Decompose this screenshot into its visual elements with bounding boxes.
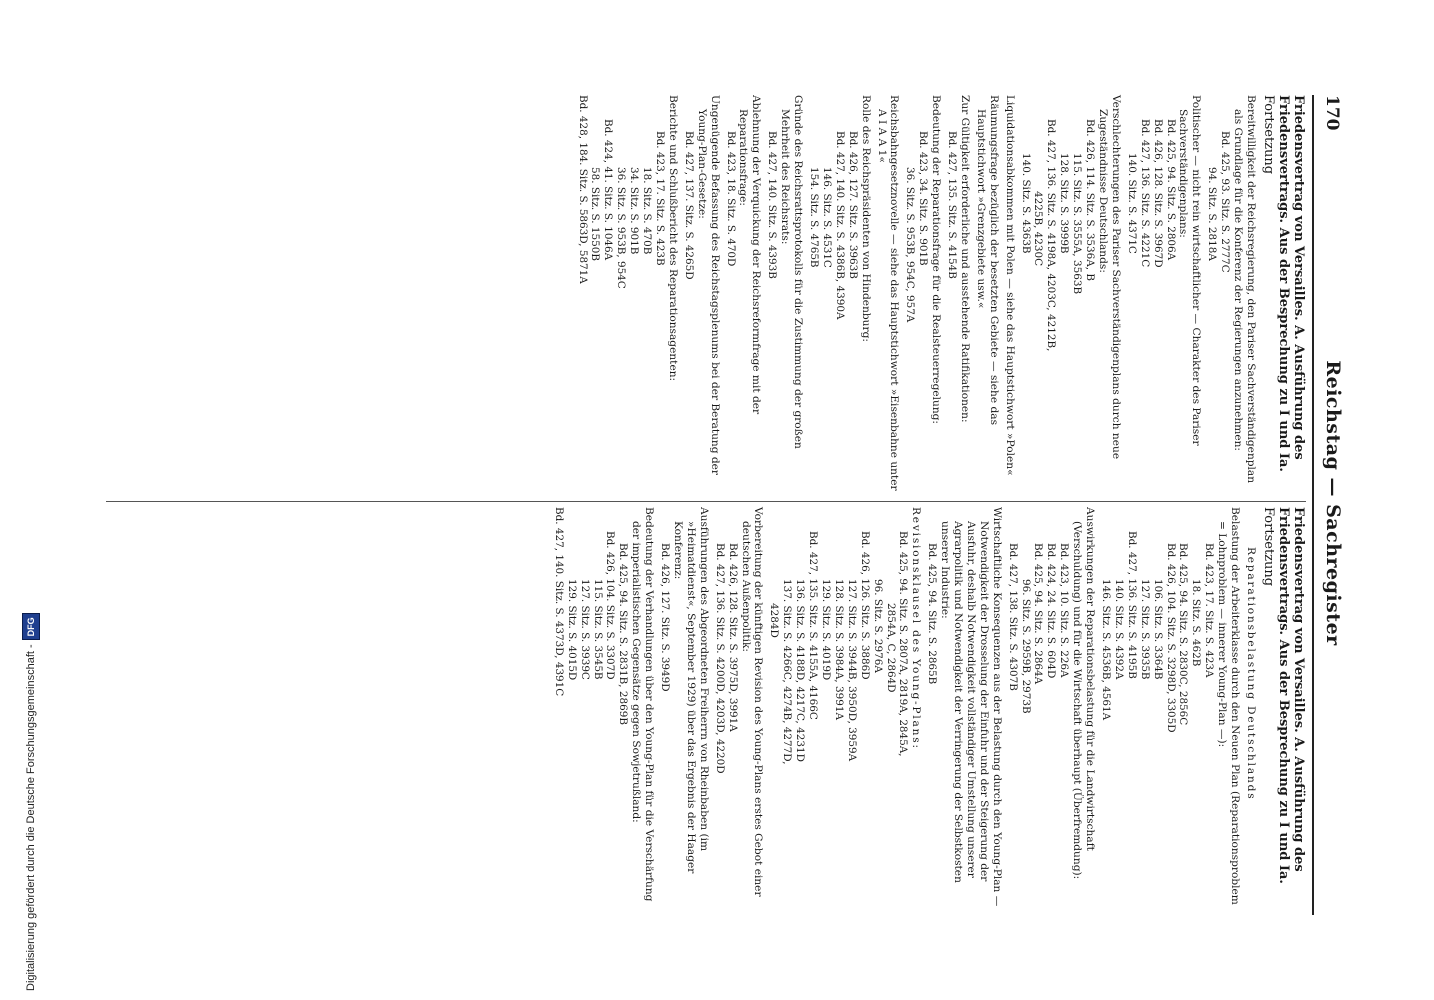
entry-reference: 146. Sitz. S. 4536B, 4561A (1100, 579, 1113, 721)
entry-heading: Bereitwilligkeit der Reichsregierung, den Pariser Sachverständigenplan als Grundlage für die Konferenz der Regierungen anzunehmen: (1232, 95, 1257, 484)
entry-heading: Berichte und Schlußbericht des Reparationsagenten: (666, 95, 679, 382)
index-entry (724, 95, 763, 500)
index-entry (1019, 95, 1122, 500)
entry-reference: 140. Sitz. S. 4392A (1112, 579, 1125, 680)
entry-reference: Bd. 428, 184. Sitz. S. 5863D, 5871A (576, 95, 589, 284)
entry-reference: 128. Sitz. S. 3999B (1058, 153, 1071, 254)
entry-reference: Bd. 427, 138. Sitz. S. 4307B (1006, 543, 1019, 691)
entry-heading: Verschlechterungen des Pariser Sachverständigenplans durch neue Zugeständnisse Deutschlands: (1097, 95, 1122, 460)
entry-heading: Liquidationsabkommen mit Polen — siehe das Hauptstichwort »Polen« (1003, 95, 1016, 476)
entry-heading: Politischer — nicht rein wirtschaftlicher — Charakter des Pariser Sachverständigenplans: (1177, 95, 1203, 446)
entry-reference: Bd. 427, 140. Sitz. S. 4373D, 4391C (552, 507, 565, 697)
left-column-subtitle: Fortsetzung (1261, 95, 1276, 175)
entry-reference: Bd. 425, 94. Sitz. S. 2830C, 2856C (1177, 543, 1190, 726)
index-entry (576, 95, 679, 500)
entry-reference: 58. Sitz. S. 1550B (589, 167, 602, 261)
funding-credit-strip (22, 571, 38, 991)
entry-reference: Bd. 423, 17. Sitz. S. 423A (1203, 543, 1216, 678)
entry-reference: 128. Sitz. S. 3984A, 3991A (832, 579, 845, 720)
entry-reference: 96. Sitz. S. 2976A (871, 579, 884, 673)
entry-reference: 96. Sitz. S. 2959B, 2973B (1019, 579, 1032, 714)
index-entry (658, 507, 710, 912)
entry-reference: 18. Sitz. S. 470B (641, 167, 654, 255)
entry-reference: 140. Sitz. S. 4363B (1019, 153, 1032, 254)
entry-reference: Bd. 425, 94. Sitz. S. 2864A (1032, 543, 1045, 685)
entry-heading: Wirtschaftliche Konsequenzen aus der Belastung durch den Young-Plan — Notwendigkeit der Drosselung der Einfuhr und der Steigerung der Ausfuhr, deshalb Notwendigkeit vollständiger Umstellung unserer Agrarpolitik und Notwendigkeit der Verringerung der Selbstkosten unserer Industrie: (939, 507, 1003, 907)
entry-reference: 115. Sitz. S. 3555A, 3563B (1071, 153, 1084, 295)
entry-reference: Bd. 426, 127. Sitz. S. 3949D (659, 543, 672, 692)
entry-reference: Bd. 426, 104. Sitz. S. 3307D (604, 531, 617, 680)
entry-reference: Bd. 427, 136. Sitz. S. 4198A, 4203C, 4212B, (1045, 119, 1058, 352)
entry-reference: Bd. 425, 94. Sitz. S. 2806A (1164, 119, 1177, 261)
index-entry (945, 95, 971, 500)
entry-reference: Bd. 424, 24. Sitz. S. 604D (1045, 543, 1058, 679)
entry-heading: Bedeutung der Verhandlungen über den Young-Plan für die Verschärfung der imperialistischen Gegensätze gegen Sowjetrußland: (630, 507, 656, 902)
entry-reference: Bd. 426, 104. Sitz. S. 3298D, 3305D (1164, 543, 1177, 733)
index-entry (974, 95, 1000, 500)
right-column-subtitle: Fortsetzung (1261, 507, 1276, 587)
entry-reference: Bd. 426, 126. Sitz. S. 3886D (858, 531, 871, 680)
index-entry (552, 507, 655, 912)
entry-reference: Bd. 425, 93. Sitz. S. 2777C (1219, 131, 1232, 273)
entry-heading: Ablehnung der Verquickung der Reichsreformfrage mit der Reparationsfrage: (737, 95, 763, 415)
entry-reference: 154. Sitz. S. 4765B (808, 167, 820, 268)
page-number: 170 (1322, 95, 1342, 131)
index-entry (767, 507, 922, 912)
index-entry (1006, 507, 1096, 912)
index-entry (807, 95, 872, 500)
entry-reference: 18. Sitz. S. 462B (1190, 579, 1203, 667)
entry-reference: Bd. 427, 136. Sitz. S. 4221C (1138, 119, 1151, 268)
right-column (552, 507, 1306, 912)
entry-reference: Bd. 426, 128. Sitz. S. 3967D (1151, 119, 1164, 268)
header-rule (1312, 95, 1314, 915)
index-entry (903, 95, 942, 500)
entry-reference: 4284D (768, 603, 781, 638)
entry-reference: Bd. 427, 137. Sitz. S. 4265D (682, 131, 695, 280)
index-entry (713, 507, 765, 912)
entry-heading: Gründe des Reichsrattsprotokolls für die Zustimmung der großen Mehrheit des Reichsrats: (779, 95, 805, 449)
rotated-document-page (100, 95, 1344, 915)
entry-reference: 127. Sitz. S. 3944B, 3950D, 3959A (845, 579, 858, 762)
entry-reference: 36. Sitz. S. 953B, 954C, 957A (904, 167, 917, 323)
entry-heading: Reichsbahngesetznovelle — siehe das Hauptstichwort »Eisenbahne unter A I A A 1« (875, 95, 901, 491)
entry-heading: Auswirkungen der Reparationsbelastung für die Landwirtschaft (Verschuldung) und für die Wirtschaft überhaupt (Überfremdung): (1071, 507, 1097, 880)
entry-heading: Zur Gültigkeit erforderliche und ausstehende Ratifikationen: (958, 95, 971, 423)
entry-reference: 137. Sitz. S. 4266C, 4274B, 4277D, (781, 579, 794, 765)
entry-reference: Bd. 427, 140. Sitz. S. 4386B, 4390A (833, 131, 846, 320)
entry-reference: 115. Sitz. S. 3545B (591, 579, 604, 680)
entry-reference: Bd. 426, 127. Sitz. S. 3963B (846, 131, 859, 279)
entry-reference: 2854A, C, 2864D (884, 603, 897, 693)
index-entry (1205, 95, 1257, 500)
entry-heading: Vorbereitung der künftigen Revision des Young-Plans erstes Gebot einer deutschen Außenpolitik: (739, 507, 765, 897)
entry-reference: Bd. 423, 18. Sitz. S. 470D (724, 131, 737, 267)
entry-reference: Bd. 427, 140. Sitz. S. 4393B (766, 131, 779, 279)
entry-heading: Bedeutung der Reparationsfrage für die Realsteuerregelung: (930, 95, 943, 425)
entry-reference: 106. Sitz. S. 3364B (1151, 579, 1164, 680)
entry-reference: Bd. 427, 135. Sitz. S. 4155A, 4166C (807, 531, 820, 720)
entry-reference: 129. Sitz. S. 4019D (820, 579, 832, 681)
index-entry (1125, 95, 1202, 500)
entry-reference: 36. Sitz. S. 953B, 954C (615, 167, 628, 289)
entry-heading: Räumungsfrage bezüglich der besetzten Gebiete — siehe das Hauptstichwort »Grenzgebiete usw.« (974, 95, 1000, 426)
column-divider (106, 501, 1306, 502)
index-entry (875, 95, 901, 500)
entry-reference: Bd. 425, 94. Sitz. S. 2865B (926, 543, 939, 685)
entry-reference: 4225B, 4230C (1032, 191, 1045, 267)
right-column-title: Friedensvertrag von Versailles. A. Ausführung des Friedensvertrags. Aus der Besprechung zu I und Ia. (1276, 507, 1306, 884)
index-entry (1003, 95, 1016, 500)
entry-heading: Ungenügende Befassung des Reichstagsplenums bei der Beratung der Young-Plan-Gesetze: (695, 95, 721, 475)
entry-heading: Rolle des Reichspräsidenten von Hindenburg: (859, 95, 872, 342)
left-column (576, 95, 1306, 500)
index-entry (765, 95, 804, 500)
entry-reference: Bd. 426, 114. Sitz. S. 3536A, B (1084, 119, 1097, 282)
left-column-title: Friedensvertrag von Versailles. A. Ausführung des Friedensvertrags. Aus der Besprechung zu I und Ia. (1276, 95, 1306, 472)
entry-reference: 140. Sitz. S. 4371C (1125, 153, 1138, 254)
section-heading: Reparationsbelastung Deutschlands (1245, 547, 1257, 801)
index-entry (925, 507, 1002, 912)
entry-reference: Bd. 427, 135. Sitz. S. 4154B (946, 131, 959, 279)
entry-reference: Bd. 425, 94. Sitz. S. 2831B, 2869B (617, 543, 630, 725)
entry-reference: 94. Sitz. S. 2818A (1206, 167, 1219, 261)
entry-reference: Bd. 423, 34. Sitz. S. 901B (917, 131, 930, 266)
entry-reference: 146. Sitz. S. 4531C (820, 167, 833, 268)
entry-reference: 127. Sitz. S. 3935B (1138, 579, 1151, 680)
entry-heading: Ausführungen des Abgeordneten Freiherrn von Rheinbaben (im »Heimatdienst«, September 1929) über das Ergebnis der Haager Konferenz: (672, 507, 710, 874)
entry-reference: Bd. 426, 128. Sitz. S. 3975D, 3991A (726, 543, 739, 732)
entry-reference: Bd. 423, 17. Sitz. S. 423B (654, 131, 667, 266)
index-entry (1099, 507, 1241, 912)
entry-reference: 34. Sitz. S. 901B (628, 167, 641, 255)
entry-reference: 136. Sitz. S. 4188D, 4217C, 4231D (794, 579, 807, 762)
entry-reference: Bd. 427, 136. Sitz. S. 4195B (1125, 531, 1138, 679)
entry-reference: Bd. 427, 136. Sitz. S. 4200D, 4203D, 4220D (713, 543, 726, 774)
entry-heading: Revisionsklausel des Young-Plans: (910, 507, 923, 750)
entry-reference: 127. Sitz. S. 3939C (578, 579, 591, 680)
index-entry (682, 95, 721, 500)
dfg-logo-icon: DFG (22, 613, 40, 640)
entry-reference: Bd. 423, 10. Sitz. S. 226A (1058, 543, 1071, 678)
entry-reference: 129. Sitz. S. 4015D (565, 579, 578, 681)
entry-reference: Bd. 425, 94. Sitz. S. 2807A, 2819A, 2845A, (897, 531, 910, 757)
running-head: Reichstag — Sachregister (1322, 360, 1344, 646)
entry-heading: Belastung der Arbeiterklasse durch den Neuen Plan (Reparationsproblem = Lohnproblem — innerer Young-Plan —): (1216, 507, 1242, 905)
funding-credit-text: Digitalisierung gefördert durch die Deutsche Forschungsgemeinschaft - (25, 644, 37, 991)
entry-reference: Bd. 424, 41. Sitz. S. 1046A (602, 119, 615, 261)
